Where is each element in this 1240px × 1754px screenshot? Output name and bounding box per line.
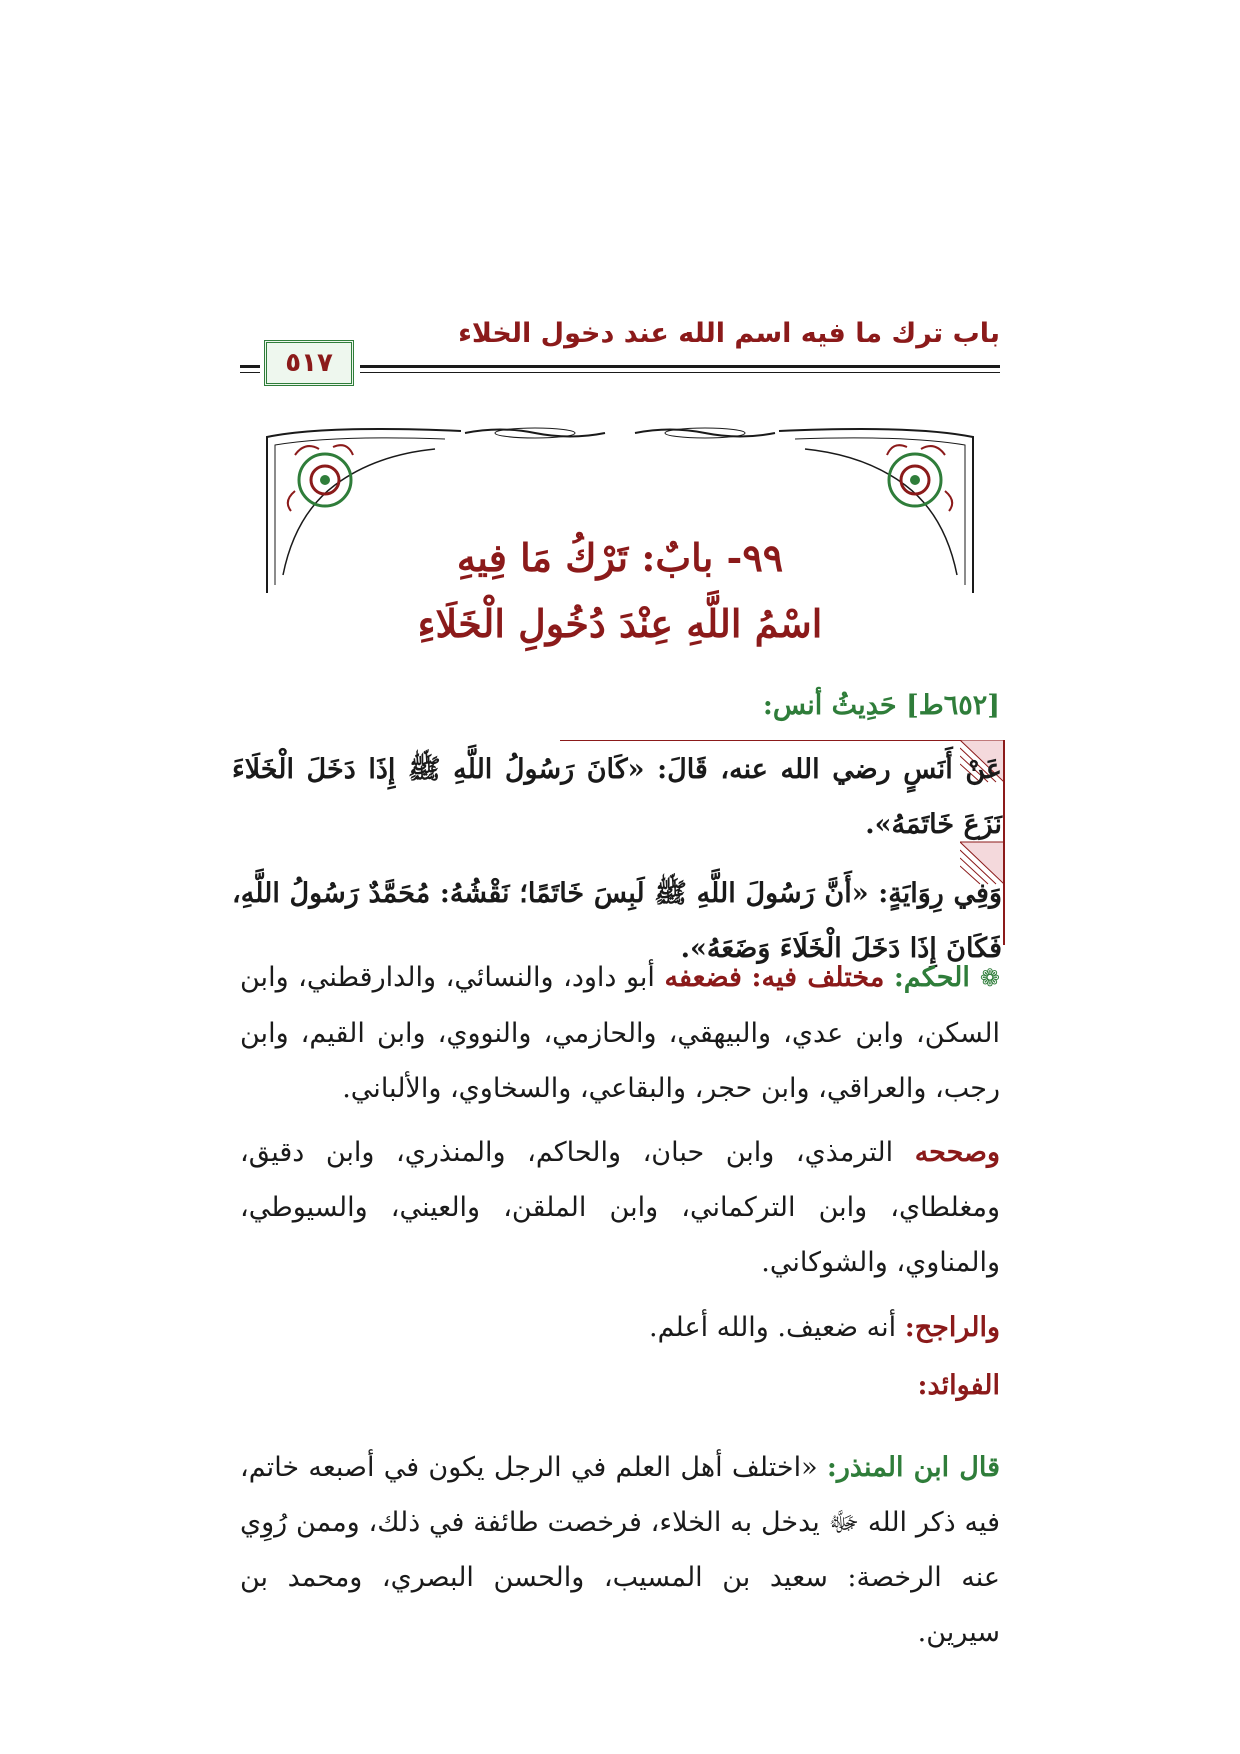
- preponderant-paragraph: [240, 1300, 1000, 1355]
- ruling-label: الحكم:: [893, 962, 970, 993]
- preponderant-label: والراجح:: [904, 1312, 1000, 1343]
- benefits-source-label: قال ابن المنذر:: [826, 1452, 1000, 1483]
- ruling-text: أبو داود، والنسائي، والدارقطني، وابن السكن، وابن عدي، والبيهقي، والحازمي، والنووي، وابن القيم، وابن رجب، والعراقي، وابن حجر، والبقاعي، والسخاوي، والألباني.: [240, 962, 1000, 1104]
- hadith-reference: [٦٥٢ط] حَدِيثُ أنس:: [762, 690, 1000, 721]
- hadith-text: عَنْ أَنَسٍ رضي الله عنه، قَالَ: «كَانَ رَسُولُ اللَّهِ ﷺ إِذَا دَخَلَ الْخَلَاءَ نَزَعَ خَاتَمَهُ».: [232, 754, 1002, 840]
- hadith-variant: وَفِي رِوَايَةٍ: «أَنَّ رَسُولَ اللَّهِ ﷺ لَبِسَ خَاتَمًا؛ نَقْشُهُ: مُحَمَّدٌ رَسُولُ اللَّهِ، فَكَانَ إِذَا دَخَلَ الْخَلَاءَ وَضَعَهُ».: [232, 878, 1002, 964]
- running-title: باب ترك ما فيه اسم الله عند دخول الخلاء: [458, 318, 1000, 349]
- authenticated-label: وصححه: [914, 1137, 1000, 1168]
- preponderant-text: أنه ضعيف. والله أعلم.: [648, 1312, 897, 1343]
- medallion-icon: ❁: [979, 964, 1000, 992]
- ruling-weakened-label: فضعفه: [664, 962, 742, 993]
- page-number: ٥١٧: [285, 348, 333, 378]
- chapter-title-line2: اسْمُ اللَّهِ عِنْدَ دُخُولِ الْخَلَاءِ: [417, 601, 823, 646]
- page-number-badge: [264, 340, 354, 386]
- ruling-paragraph: [240, 950, 1000, 1116]
- ornament-band-icon: [460, 426, 780, 440]
- header-rule-left-thin: [240, 372, 260, 373]
- header-rule-right-thin: [360, 372, 1000, 373]
- benefits-text: «اختلف أهل العلم في الرجل يكون في أصبعه خاتم، فيه ذكر الله ﷻ يدخل به الخلاء، فرخصت طائفة في ذلك، وممن رُوِي عنه الرخصة: سعيد بن المسيب، والحسن البصري، ومحمد بن سيرين.: [240, 1452, 1000, 1648]
- authenticated-text: الترمذي، وابن حبان، والحاكم، والمنذري، وابن دقيق، ومغلطاي، وابن التركماني، وابن الملقن، والعيني، والسيوطي، والمناوي، والشوكاني.: [240, 1137, 1000, 1278]
- chapter-title-line1: ٩٩- بابٌ: تَرْكُ مَا فِيهِ: [456, 535, 784, 580]
- hadith-box-top-rule: [560, 740, 1000, 741]
- authenticated-paragraph: [240, 1125, 1000, 1290]
- header-rule-right: [360, 365, 1000, 368]
- ruling-disputed-label: مختلف فيه:: [751, 962, 885, 993]
- chapter-title: [300, 525, 940, 657]
- benefits-heading-label: الفوائد:: [917, 1370, 1000, 1401]
- hadith-box: [232, 742, 1002, 976]
- header-rule-left: [240, 365, 260, 368]
- benefits-paragraph: [240, 1440, 1000, 1660]
- benefits-heading: [240, 1358, 1000, 1413]
